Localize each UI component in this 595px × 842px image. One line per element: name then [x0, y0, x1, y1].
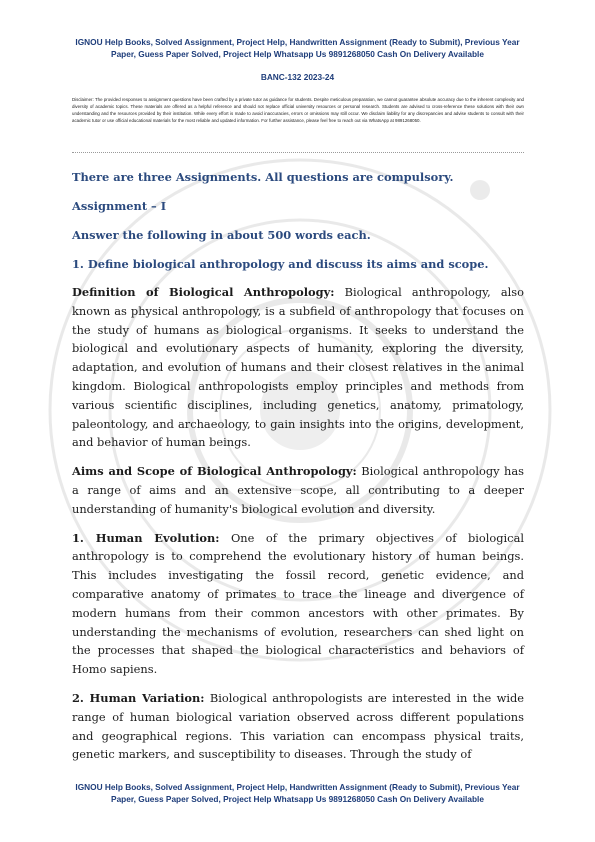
- paragraph-human-variation: [72, 689, 524, 764]
- question-heading: 1. Define biological anthropology and discuss its aims and scope.: [72, 257, 489, 271]
- intro-heading: There are three Assignments. All questions are compulsory.: [72, 170, 454, 184]
- paragraph-lead: Definition of Biological Anthropology:: [72, 285, 335, 299]
- course-code: BANC-132 2023-24: [260, 72, 335, 82]
- paragraph-human-evolution: [72, 529, 524, 679]
- disclaimer-text: Disclaimer: The provided responses to assignment questions have been crafted by a private tutor as guidance for students. Despite meticulous preparation, we cannot guarantee absolute accuracy due to the inherent complexity and diversity of academic topics. These materials are offered as a helpful reference and should not replace official university resources or personal research. Students are advised to cross-reference these solutions with their own understanding and the resources provided by their institution. While every effort is made to avoid inaccuracies, errors or omissions may still occur. We disclaim liability for any discrepancies and advise students to consult with their academic tutor or use official educational materials for the most reliable and updated information. For further assistance, please feel free to reach out via WhatsApp at 9891268050.: [72, 97, 524, 123]
- instruction-heading: Answer the following in about 500 words each.: [72, 228, 371, 242]
- assignment-heading: Assignment – I: [72, 199, 167, 213]
- divider: [72, 152, 524, 153]
- paragraph-text: Biological anthropologists are interested in the wide range of human biological variation observed across different populations and geographical regions. This variation can encompass physical traits, genetic markers, and susceptibility to diseases. Through the study of: [72, 690, 525, 762]
- paragraph-text: One of the primary objectives of biological anthropology is to comprehend the evolutionary history of human beings. This includes investigating the fossil record, genetic evidence, and comparative anatomy of primates to trace the lineage and divergence of modern humans from their common ancestors with other primates. By understanding the mechanisms of evolution, researchers can shed light on the processes that shaped the biological characteristics and behaviors of Homo sapiens.: [72, 530, 524, 677]
- paragraph-definition: [72, 283, 524, 452]
- paragraph-lead: Aims and Scope of Biological Anthropology:: [72, 464, 357, 479]
- paragraph-lead: 2. Human Variation:: [72, 690, 205, 705]
- paragraph-text: Biological anthropology, also known as physical anthropology, is a subfield of anthropology that focuses on the study of humans as biological organisms. It seeks to understand the biological and evolutionary aspects of humanity, exploring the diversity, adaptation, and evolution of humans and their closest relatives in the animal kingdom. Biological anthropologists employ principles and methods from various scientific disciplines, including genetics, anatomy, primatology, paleontology, and archaeology, to gain insights into the origins, development, and behavior of human beings.: [72, 285, 524, 450]
- paragraph-text: Biological anthropology has a range of aims and an extensive scope, all contributing to a deeper understanding of humanity's biological evolution and diversity.: [72, 464, 524, 516]
- answer-body: [72, 283, 524, 774]
- paragraph-lead: 1. Human Evolution:: [72, 530, 220, 545]
- header-banner: IGNOU Help Books, Solved Assignment, Project Help, Handwritten Assignment (Ready to Submit), Previous Year Paper, Guess Paper Solved, Project Help Whatsapp Us 9891268050 Cash On Delivery Available: [75, 37, 520, 59]
- footer-banner: IGNOU Help Books, Solved Assignment, Project Help, Handwritten Assignment (Ready to Submit), Previous Year Paper, Guess Paper Solved, Project Help Whatsapp Us 9891268050 Cash On Delivery Available: [75, 782, 520, 804]
- paragraph-aims-scope: [72, 462, 524, 518]
